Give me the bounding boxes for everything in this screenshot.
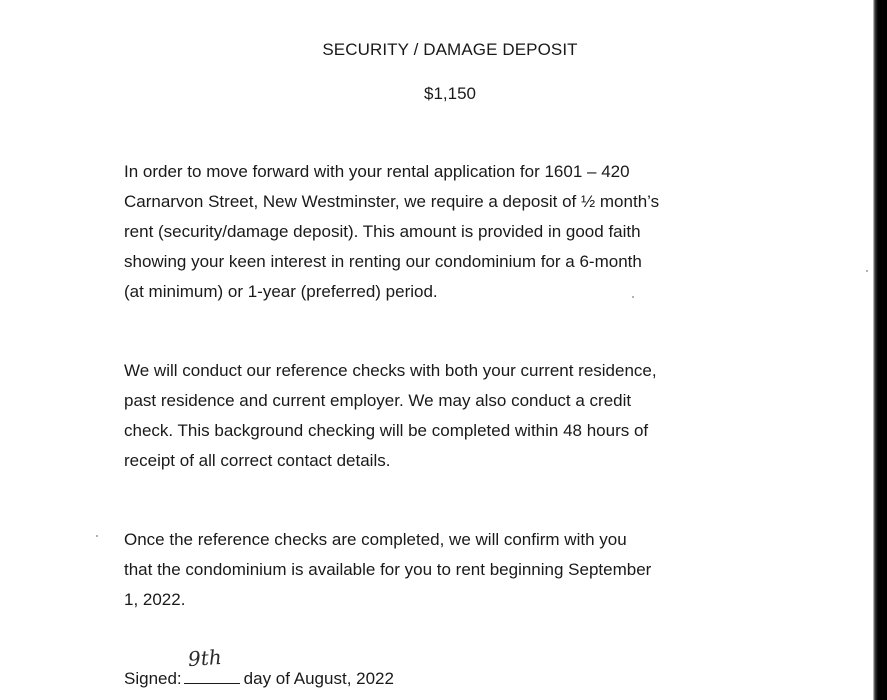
deposit-amount: $1,150	[424, 84, 476, 103]
scan-speck	[632, 296, 634, 298]
paragraph-line: check. This background checking will be completed within 48 hours of	[124, 421, 649, 440]
paragraph-line: Once the reference checks are completed, we will confirm with you	[124, 530, 627, 549]
paragraph-line: Carnarvon Street, New Westminster, we require a deposit of ½ month’s	[124, 192, 660, 211]
paragraph-line: past residence and current employer. We may also conduct a credit	[124, 391, 632, 410]
signature-blank	[184, 644, 240, 684]
document-title: SECURITY / DAMAGE DEPOSIT	[322, 40, 578, 59]
paragraph-line: We will conduct our reference checks with both your current residence,	[124, 361, 657, 380]
paragraph-confirmation	[124, 525, 784, 615]
signature-row	[124, 644, 394, 689]
scan-speck	[96, 535, 98, 537]
paragraph-line: showing your keen interest in renting our condominium for a 6-month	[124, 252, 642, 271]
scan-edge-shadow	[873, 0, 887, 700]
signed-suffix: day of August, 2022	[243, 669, 394, 688]
scan-speck	[866, 270, 868, 272]
handwritten-day: 9th	[186, 644, 223, 672]
paragraph-line: receipt of all correct contact details.	[124, 451, 391, 470]
paragraph-line: In order to move forward with your rental application for 1601 – 420	[124, 162, 630, 181]
paragraph-deposit-requirement	[124, 157, 784, 307]
paragraph-reference-checks	[124, 356, 784, 476]
paragraph-line: 1, 2022.	[124, 590, 186, 609]
signed-label: Signed:	[124, 669, 182, 688]
paragraph-line: rent (security/damage deposit). This amount is provided in good faith	[124, 222, 641, 241]
paragraph-line: that the condominium is available for you to rent beginning September	[124, 560, 652, 579]
paragraph-line: (at minimum) or 1-year (preferred) period.	[124, 282, 438, 301]
